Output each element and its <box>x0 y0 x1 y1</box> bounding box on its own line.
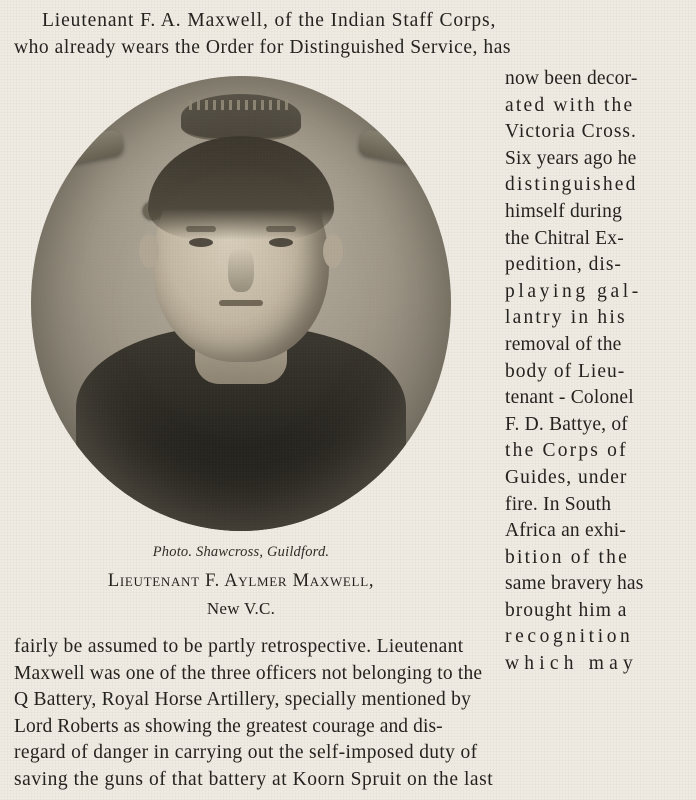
right-line-3: Victoria Cross. <box>505 121 637 143</box>
right-line-16: Guides, under <box>505 466 628 488</box>
right-line-23: which may <box>505 653 638 675</box>
right-line-8: pedition, dis- <box>505 254 622 276</box>
eye-left <box>189 238 213 247</box>
right-line-22: recognition <box>505 626 634 648</box>
right-line-19: bition of the <box>505 546 629 568</box>
right-line-9: playing gal- <box>505 280 642 302</box>
bottom-paragraph <box>14 634 684 794</box>
bottom-line-5: regard of danger in carrying out the self-imposed duty of <box>14 742 478 764</box>
epaulette-left <box>35 128 124 169</box>
right-line-1: now been decor- <box>505 68 638 89</box>
right-line-17: fire. In South <box>505 493 612 515</box>
bottom-line-4: Lord Roberts as showing the greatest courage and dis- <box>14 715 443 737</box>
caption-sub: New V.C. <box>206 599 276 618</box>
figure-caption <box>26 571 456 619</box>
brow-right <box>266 226 296 232</box>
right-line-12: body of Lieu- <box>505 360 626 382</box>
right-line-21: brought him a <box>505 599 628 621</box>
right-line-18: Africa an exhi- <box>505 520 627 542</box>
nose <box>228 248 254 292</box>
right-line-14: F. D. Battye, of <box>505 413 628 435</box>
right-line-13: tenant - Colonel <box>505 387 634 409</box>
bottom-line-3: Q Battery, Royal Horse Artillery, specially mentioned by <box>14 689 472 711</box>
right-line-2: ated with the <box>505 94 635 116</box>
right-line-15: the Corps of <box>505 440 628 462</box>
photo-credit: Photo. Shawcross, Guildford. <box>152 544 330 560</box>
right-column-text <box>505 66 683 678</box>
hair <box>148 136 334 240</box>
right-line-5: distinguished <box>505 174 638 196</box>
mouth <box>219 300 263 306</box>
lead-line-1: Lieutenant F. A. Maxwell, of the Indian Staff Corps, <box>42 10 497 31</box>
right-line-4: Six years ago he <box>505 147 637 169</box>
bottom-line-1: fairly be assumed to be partly retrospective. Lieutenant <box>14 636 464 657</box>
portrait-figure <box>26 68 456 619</box>
right-line-7: the Chitral Ex- <box>505 227 624 249</box>
brow-left <box>186 226 216 232</box>
right-line-6: himself during <box>505 200 623 222</box>
lead-paragraph <box>14 8 682 61</box>
epaulette-right <box>357 128 446 169</box>
lead-line-2: who already wears the Order for Distinguished Service, has <box>14 36 512 58</box>
caption-main: Lieutenant F. Aylmer Maxwell, <box>107 571 375 591</box>
right-line-10: lantry in his <box>505 307 627 329</box>
ear-left <box>139 234 159 268</box>
portrait-photo <box>31 76 451 531</box>
collar-trim <box>189 100 293 110</box>
portrait-frame <box>26 68 456 538</box>
ear-right <box>323 234 343 268</box>
bottom-line-2: Maxwell was one of the three officers not belonging to the <box>14 662 483 684</box>
bottom-line-6: saving the guns of that battery at Koorn Spruit on the last <box>14 768 494 790</box>
right-line-11: removal of the <box>505 333 622 355</box>
eye-right <box>269 238 293 247</box>
right-line-20: same bravery has <box>505 573 644 595</box>
